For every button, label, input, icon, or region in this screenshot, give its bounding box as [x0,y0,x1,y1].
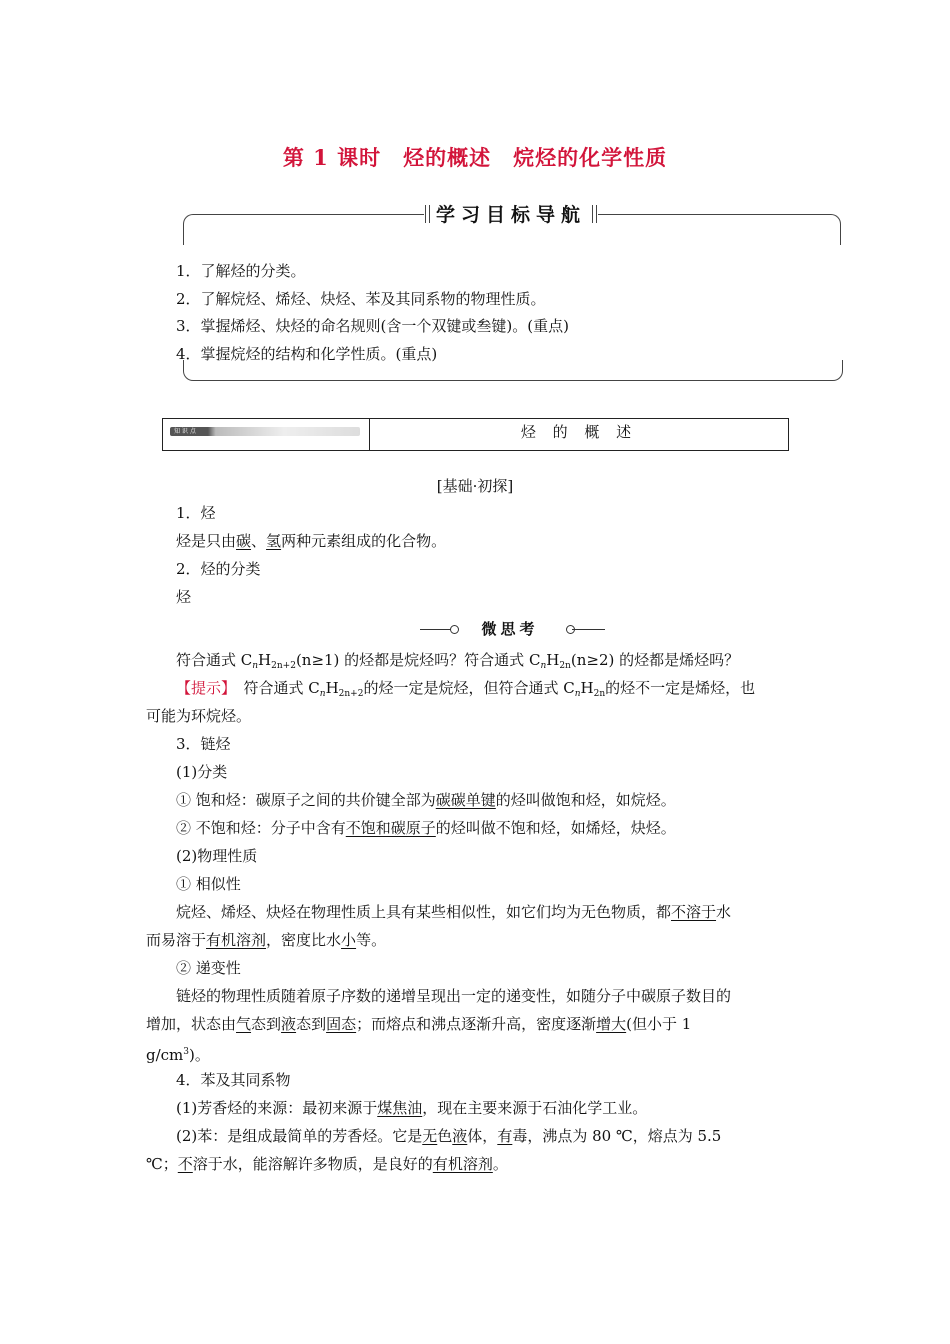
s3-gradient-line2: 增加，状态由气态到液态到固态；而熔点和沸点逐渐升高，密度逐渐增大(但小于 1 [146,1015,692,1033]
blank-answer: 煤焦油 [377,1099,423,1117]
blank-answer: 氢 [266,532,282,550]
question: 符合通式 $C_nH_{2n+2}(n\ge 1)$ 的烃都是烷烃吗？符合通式 $C_nH_{2n}(n\ge 2)$ 的烃都是烯烃吗？ [176,651,740,671]
micro-think-title: 微思考 [481,620,539,638]
s3-unsaturated: ② 不饱和烃：分子中含有不饱和碳原子的烃叫做不饱和烃，如烯烃，炔烃。 [176,819,676,837]
s4-benzene-line1: (2)苯：是组成最简单的芳香烃。它是无色液体，有毒，沸点为 80 ℃，熔点为 5.5 [176,1127,722,1145]
banner-frame-left [183,214,424,245]
s3-heading: 3．链烃 [176,735,231,753]
banner-frame-right [598,214,841,245]
divider-dot-left [450,625,459,634]
blank-answer: 碳碳单键 [435,791,496,809]
section-head: [基础·初探] [436,477,514,495]
hint-line-2: 可能为环烷烃。 [146,707,252,725]
divider-line-left [420,629,454,630]
goal-item: 3．掌握烯烃、炔烃的命名规则(含一个双键或叁键)。(重点) [176,317,569,335]
s3-similarity-head: ① 相似性 [176,875,241,893]
divider-line-right [572,629,605,630]
s4-source: (1)芳香烃的来源：最初来源于煤焦油，现在主要来源于石油化学工业。 [176,1099,648,1117]
blank-answer: 不溶于 [671,903,717,921]
goal-item: 1．了解烃的分类。 [176,262,306,280]
blank-answer: 无 [422,1127,438,1145]
s3-gradient-line3: $g/cm^3$)。 [146,1046,210,1064]
learning-goals-list [176,258,569,368]
banner-title: 学习目标导航 [423,200,599,227]
goal-item: 4．掌握烷烃的结构和化学性质。(重点) [176,344,438,363]
blank-answer: 气 [236,1015,252,1033]
blank-answer: 增大 [596,1015,627,1033]
knowledge-title: 烃 的 概 述 [520,423,638,441]
knowledge-tag-bar [170,427,360,436]
s3-subheading: (2)物理性质 [176,847,258,865]
knowledge-tag-label: 知 识 点 [174,428,196,435]
goals-frame-bottom [183,360,843,381]
blank-answer: 有 [497,1127,513,1145]
s3-gradient-line1: 链烃的物理性质随着原子序数的递增呈现出一定的递变性，如随分子中碳原子数目的 [176,987,732,1005]
s3-subheading: (1)分类 [176,763,228,781]
blank-answer: 有机溶剂 [432,1155,493,1173]
blank-answer: 小 [341,931,357,949]
s1-body: 烃是只由碳、氢两种元素组成的化合物。 [176,532,447,550]
blank-answer: 液 [281,1015,297,1033]
hint-line-1: 【提示】 符合通式 $C_nH_{2n+2}$的烃一定是烷烃，但符合通式 $C_nH_{2n}$的烃不一定是烯烃，也 [176,679,756,699]
goal-item: 2．了解烷烃、烯烃、炔烃、苯及其同系物的物理性质。 [176,289,546,308]
micro-think-divider [420,618,605,640]
s1-heading: 1．烃 [176,504,216,522]
s4-heading: 4．苯及其同系物 [176,1071,291,1089]
blank-answer: 有机溶剂 [206,931,267,949]
blank-answer: 液 [452,1127,468,1145]
blank-answer: 不 [177,1155,193,1173]
s3-gradient-head: ② 递变性 [176,959,241,977]
knowledge-point-header [162,418,789,451]
blank-answer: 碳 [236,532,252,550]
blank-answer: 固态 [326,1015,357,1033]
s4-benzene-line2: ℃；不溶于水，能溶解许多物质，是良好的有机溶剂。 [146,1155,508,1173]
s3-saturated: ① 饱和烃：碳原子之间的共价键全部为碳碳单键的烃叫做饱和烃，如烷烃。 [176,791,676,809]
s3-similarity-line1: 烷烃、烯烃、炔烃在物理性质上具有某些相似性，如它们均为无色物质，都不溶于水 [176,903,732,921]
s2-heading: 2．烃的分类 [176,560,261,578]
page-title: 第 1 课时 烃的概述 烷烃的化学性质 [282,145,668,170]
s3-similarity-line2: 而易溶于有机溶剂，密度比水小等。 [146,931,387,949]
hint-label: 【提示】 [176,679,229,697]
knowledge-tag [163,419,370,450]
learning-goals-banner [183,204,841,248]
blank-answer: 不饱和碳原子 [345,819,436,837]
s2-body: 烃 [176,588,192,606]
